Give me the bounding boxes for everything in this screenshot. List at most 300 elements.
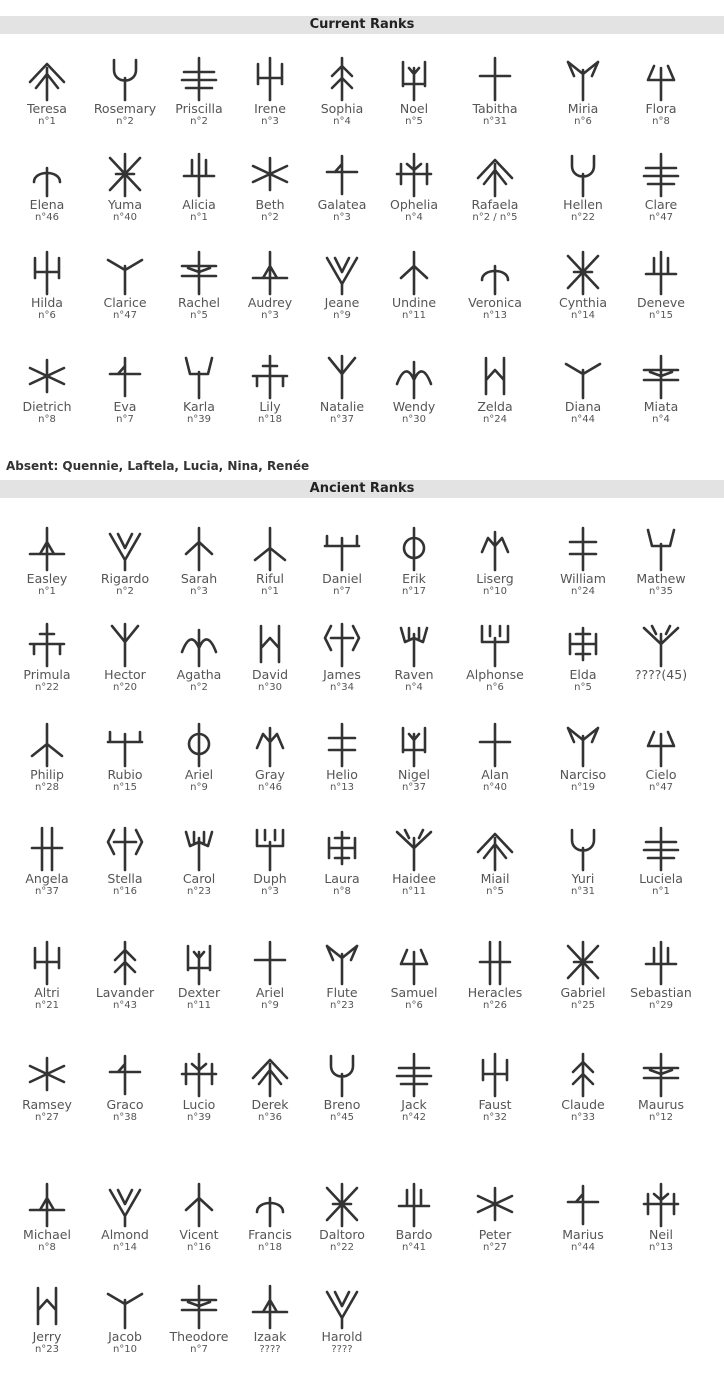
- warrior-rank: n°1: [38, 586, 56, 597]
- rune-symbol-icon: [456, 938, 534, 986]
- ancient-rank-entry: [303, 1282, 381, 1355]
- rune-symbol-icon: [544, 524, 622, 572]
- warrior-name: Lily: [259, 399, 281, 414]
- rune-symbol-icon: [231, 524, 309, 572]
- rune-symbol-icon: [160, 150, 238, 198]
- rune-symbol-icon: [160, 938, 238, 986]
- warrior-rank: n°37: [401, 782, 427, 793]
- warrior-name: Raven: [394, 667, 434, 682]
- rune-symbol-icon: [231, 352, 309, 400]
- rune-symbol-icon: [622, 720, 700, 768]
- warrior-name: Haidee: [392, 871, 436, 886]
- current-rank-entry: [375, 248, 453, 321]
- rune-symbol-icon: [544, 620, 622, 668]
- warrior-rank: n°23: [186, 886, 212, 897]
- rune-symbol-icon: [231, 824, 309, 872]
- warrior-name: Flute: [326, 985, 358, 1000]
- current-ranks-header: Current Ranks: [0, 16, 724, 34]
- warrior-name: Rachel: [177, 295, 221, 310]
- rune-symbol-icon: [86, 1282, 164, 1330]
- warrior-rank: n°18: [257, 414, 283, 425]
- ancient-rank-entry: [544, 720, 622, 793]
- warrior-name: Dexter: [177, 985, 221, 1000]
- warrior-rank: n°47: [648, 782, 674, 793]
- warrior-name: Deneve: [636, 295, 686, 310]
- rune-symbol-icon: [622, 248, 700, 296]
- warrior-rank: n°2: [116, 116, 134, 127]
- warrior-rank: n°11: [186, 1000, 212, 1011]
- rune-symbol-icon: [86, 824, 164, 872]
- rune-symbol-icon: [231, 938, 309, 986]
- warrior-rank: n°14: [570, 310, 596, 321]
- rune-symbol-icon: [8, 248, 86, 296]
- warrior-rank: n°12: [648, 1112, 674, 1123]
- ancient-rank-entry: [303, 524, 381, 597]
- warrior-rank: n°22: [34, 682, 60, 693]
- ancient-rank-entry: [231, 1050, 309, 1123]
- warrior-rank: ????: [331, 1344, 353, 1355]
- warrior-name: Noel: [399, 101, 429, 116]
- rune-symbol-icon: [160, 54, 238, 102]
- warrior-rank: n°29: [648, 1000, 674, 1011]
- rune-symbol-icon: [456, 824, 534, 872]
- current-rank-entry: [160, 54, 238, 127]
- warrior-rank: n°22: [570, 212, 596, 223]
- current-rank-entry: [544, 248, 622, 321]
- warrior-rank: n°2: [116, 586, 134, 597]
- rune-symbol-icon: [86, 620, 164, 668]
- current-rank-entry: [303, 352, 381, 425]
- warrior-name: Cynthia: [558, 295, 607, 310]
- warrior-name: Yuri: [571, 871, 595, 886]
- warrior-rank: n°1: [261, 586, 279, 597]
- ancient-rank-entry: [160, 1180, 238, 1253]
- warrior-rank: n°3: [190, 586, 208, 597]
- rune-symbol-icon: [160, 248, 238, 296]
- warrior-rank: n°14: [112, 1242, 138, 1253]
- current-rank-entry: [375, 150, 453, 223]
- warrior-rank: n°1: [652, 886, 670, 897]
- warrior-rank: n°15: [112, 782, 138, 793]
- rune-symbol-icon: [231, 150, 309, 198]
- ancient-rank-entry: [86, 720, 164, 793]
- rune-symbol-icon: [86, 720, 164, 768]
- warrior-name: Erik: [402, 571, 426, 586]
- ancient-rank-entry: [303, 824, 381, 897]
- ancient-rank-entry: [456, 1180, 534, 1253]
- rune-symbol-icon: [86, 1050, 164, 1098]
- rune-symbol-icon: [303, 938, 381, 986]
- warrior-name: Lavander: [95, 985, 155, 1000]
- rune-symbol-icon: [544, 1050, 622, 1098]
- rune-symbol-icon: [231, 1050, 309, 1098]
- ancient-rank-entry: [8, 620, 86, 693]
- current-rank-entry: [231, 150, 309, 223]
- rune-symbol-icon: [86, 248, 164, 296]
- warrior-name: Yuma: [108, 197, 142, 212]
- rune-symbol-icon: [456, 1050, 534, 1098]
- warrior-rank: n°32: [482, 1112, 508, 1123]
- ancient-rank-entry: [456, 620, 534, 693]
- ancient-rank-entry: [8, 720, 86, 793]
- ancient-rank-entry: [544, 524, 622, 597]
- warrior-name: Agatha: [176, 667, 222, 682]
- current-rank-entry: [231, 248, 309, 321]
- rune-symbol-icon: [8, 524, 86, 572]
- ancient-rank-entry: [456, 720, 534, 793]
- ancient-rank-entry: [160, 1282, 238, 1355]
- ancient-rank-entry: [622, 938, 700, 1011]
- warrior-rank: n°8: [38, 414, 56, 425]
- ancient-rank-entry: [160, 720, 238, 793]
- ancient-rank-entry: [86, 1180, 164, 1253]
- warrior-name: Neil: [649, 1227, 673, 1242]
- warrior-name: Graco: [106, 1097, 144, 1112]
- warrior-rank: n°10: [482, 586, 508, 597]
- warrior-rank: n°6: [38, 310, 56, 321]
- warrior-name: Rigardo: [100, 571, 150, 586]
- rune-symbol-icon: [456, 524, 534, 572]
- current-rank-entry: [231, 352, 309, 425]
- warrior-name: Jeane: [324, 295, 360, 310]
- rune-symbol-icon: [375, 1180, 453, 1228]
- rune-symbol-icon: [8, 720, 86, 768]
- warrior-rank: n°4: [652, 414, 670, 425]
- current-rank-entry: [622, 54, 700, 127]
- rune-symbol-icon: [544, 54, 622, 102]
- warrior-name: Wendy: [392, 399, 436, 414]
- warrior-name: Alphonse: [466, 667, 524, 682]
- warrior-rank: n°16: [186, 1242, 212, 1253]
- ancient-rank-entry: [86, 1050, 164, 1123]
- ancient-rank-entry: [8, 1050, 86, 1123]
- rune-symbol-icon: [622, 938, 700, 986]
- warrior-name: Daltoro: [319, 1227, 365, 1242]
- warrior-name: Heracles: [467, 985, 523, 1000]
- rune-symbol-icon: [622, 54, 700, 102]
- rune-symbol-icon: [456, 1180, 534, 1228]
- ancient-rank-entry: [375, 1050, 453, 1123]
- ancient-rank-entry: [8, 1282, 86, 1355]
- warrior-name: Laura: [324, 871, 360, 886]
- warrior-name: Lucio: [182, 1097, 216, 1112]
- current-rank-entry: [86, 150, 164, 223]
- rune-symbol-icon: [303, 248, 381, 296]
- ancient-rank-entry: [231, 1180, 309, 1253]
- warrior-rank: n°23: [329, 1000, 355, 1011]
- ancient-rank-entry: [160, 524, 238, 597]
- ancient-rank-entry: [231, 1282, 309, 1355]
- rune-symbol-icon: [231, 1282, 309, 1330]
- warrior-rank: n°38: [112, 1112, 138, 1123]
- warrior-name: Duph: [253, 871, 287, 886]
- warrior-rank: n°37: [329, 414, 355, 425]
- warrior-name: Ramsey: [22, 1097, 72, 1112]
- warrior-name: Karla: [183, 399, 215, 414]
- warrior-name: Theodore: [169, 1329, 229, 1344]
- warrior-name: Gabriel: [560, 985, 606, 1000]
- rune-symbol-icon: [622, 620, 700, 668]
- warrior-name: Hilda: [31, 295, 63, 310]
- warrior-name: Miail: [480, 871, 510, 886]
- rune-symbol-icon: [231, 1180, 309, 1228]
- warrior-name: Helio: [326, 767, 358, 782]
- current-rank-entry: [160, 150, 238, 223]
- warrior-rank: n°31: [482, 116, 508, 127]
- rune-symbol-icon: [622, 524, 700, 572]
- ancient-rank-entry: [8, 524, 86, 597]
- warrior-rank: n°5: [190, 310, 208, 321]
- warrior-name: Miria: [567, 101, 599, 116]
- warrior-rank: n°40: [482, 782, 508, 793]
- current-rank-entry: [231, 54, 309, 127]
- ancient-rank-entry: [86, 524, 164, 597]
- rune-symbol-icon: [231, 620, 309, 668]
- current-rank-entry: [375, 54, 453, 127]
- rune-symbol-icon: [160, 824, 238, 872]
- rune-symbol-icon: [8, 938, 86, 986]
- rune-symbol-icon: [375, 620, 453, 668]
- rune-symbol-icon: [375, 54, 453, 102]
- ancient-rank-entry: [231, 720, 309, 793]
- current-rank-entry: [8, 150, 86, 223]
- warrior-rank: n°36: [257, 1112, 283, 1123]
- rune-symbol-icon: [86, 352, 164, 400]
- warrior-rank: n°28: [34, 782, 60, 793]
- ancient-rank-entry: [86, 1282, 164, 1355]
- warrior-rank: n°31: [570, 886, 596, 897]
- warrior-rank: n°4: [405, 682, 423, 693]
- warrior-rank: n°47: [648, 212, 674, 223]
- rune-symbol-icon: [622, 1050, 700, 1098]
- warrior-rank: n°44: [570, 1242, 596, 1253]
- warrior-name: Ophelia: [390, 197, 438, 212]
- warrior-name: Izaak: [253, 1329, 287, 1344]
- rune-symbol-icon: [303, 720, 381, 768]
- rune-symbol-icon: [231, 720, 309, 768]
- current-rank-entry: [622, 248, 700, 321]
- warrior-rank: n°13: [482, 310, 508, 321]
- ancient-rank-entry: [375, 620, 453, 693]
- rune-symbol-icon: [86, 524, 164, 572]
- warrior-rank: n°25: [570, 1000, 596, 1011]
- ancient-rank-entry: [86, 938, 164, 1011]
- warrior-name: Nigel: [398, 767, 430, 782]
- current-rank-entry: [456, 352, 534, 425]
- warrior-name: Mathew: [636, 571, 686, 586]
- rune-symbol-icon: [544, 248, 622, 296]
- rune-symbol-icon: [544, 824, 622, 872]
- warrior-name: Hellen: [563, 197, 603, 212]
- warrior-name: Claude: [561, 1097, 605, 1112]
- rune-symbol-icon: [456, 720, 534, 768]
- warrior-name: Alan: [481, 767, 509, 782]
- warrior-name: Francis: [248, 1227, 292, 1242]
- rune-symbol-icon: [8, 1180, 86, 1228]
- warrior-name: Audrey: [247, 295, 293, 310]
- warrior-rank: ????: [259, 1344, 281, 1355]
- rune-symbol-icon: [622, 352, 700, 400]
- warrior-name: Derek: [251, 1097, 289, 1112]
- rune-symbol-icon: [544, 352, 622, 400]
- ancient-rank-entry: [544, 1180, 622, 1253]
- current-rank-entry: [8, 352, 86, 425]
- rune-symbol-icon: [86, 54, 164, 102]
- warrior-rank: n°8: [333, 886, 351, 897]
- rune-symbol-icon: [375, 938, 453, 986]
- ancient-rank-entry: [456, 938, 534, 1011]
- ancient-rank-entry: [8, 938, 86, 1011]
- warrior-rank: n°13: [648, 1242, 674, 1253]
- rune-symbol-icon: [303, 352, 381, 400]
- ancient-rank-entry: [456, 1050, 534, 1123]
- warrior-rank: n°42: [401, 1112, 427, 1123]
- warrior-name: Irene: [254, 101, 286, 116]
- warrior-rank: n°47: [112, 310, 138, 321]
- rune-symbol-icon: [544, 150, 622, 198]
- warrior-name: Rafaela: [471, 197, 519, 212]
- warrior-rank: n°13: [329, 782, 355, 793]
- warrior-name: Flora: [645, 101, 677, 116]
- warrior-name: William: [560, 571, 606, 586]
- current-rank-entry: [303, 150, 381, 223]
- warrior-rank: n°21: [34, 1000, 60, 1011]
- warrior-name: Altri: [34, 985, 60, 1000]
- warrior-rank: n°19: [570, 782, 596, 793]
- warrior-name: Tabitha: [472, 101, 518, 116]
- rune-symbol-icon: [375, 150, 453, 198]
- warrior-rank: n°4: [333, 116, 351, 127]
- warrior-name: Angela: [25, 871, 69, 886]
- warrior-name: James: [323, 667, 361, 682]
- warrior-name: Philip: [30, 767, 64, 782]
- ancient-rank-entry: [86, 824, 164, 897]
- rune-symbol-icon: [456, 54, 534, 102]
- warrior-rank: n°39: [186, 414, 212, 425]
- ancient-rank-entry: [231, 524, 309, 597]
- rune-symbol-icon: [544, 720, 622, 768]
- rune-symbol-icon: [8, 54, 86, 102]
- warrior-rank: n°44: [570, 414, 596, 425]
- warrior-rank: n°5: [574, 682, 592, 693]
- warrior-rank: n°2: [190, 116, 208, 127]
- rune-symbol-icon: [8, 150, 86, 198]
- warrior-name: Priscilla: [175, 101, 223, 116]
- current-rank-entry: [160, 248, 238, 321]
- warrior-name: Ariel: [255, 985, 285, 1000]
- warrior-rank: n°24: [482, 414, 508, 425]
- rune-symbol-icon: [544, 938, 622, 986]
- current-rank-entry: [544, 54, 622, 127]
- warrior-rank: n°17: [401, 586, 427, 597]
- warrior-name: Sophia: [320, 101, 364, 116]
- warrior-name: Diana: [564, 399, 602, 414]
- rune-symbol-icon: [456, 248, 534, 296]
- warrior-name: Eva: [113, 399, 137, 414]
- warrior-name: Cielo: [645, 767, 677, 782]
- current-rank-entry: [544, 150, 622, 223]
- warrior-name: Veronica: [468, 295, 522, 310]
- warrior-name: Beth: [255, 197, 285, 212]
- ancient-rank-entry: [231, 824, 309, 897]
- rune-symbol-icon: [231, 248, 309, 296]
- rune-symbol-icon: [375, 352, 453, 400]
- warrior-name: Marius: [562, 1227, 604, 1242]
- ancient-rank-entry: [160, 620, 238, 693]
- warrior-rank: n°11: [401, 886, 427, 897]
- rune-symbol-icon: [375, 1050, 453, 1098]
- rune-symbol-icon: [160, 620, 238, 668]
- current-rank-entry: [86, 248, 164, 321]
- warrior-name: Rosemary: [93, 101, 157, 116]
- ancient-rank-entry: [375, 938, 453, 1011]
- current-rank-entry: [303, 248, 381, 321]
- warrior-rank: n°23: [34, 1344, 60, 1355]
- warrior-name: Vicent: [179, 1227, 219, 1242]
- ancient-rank-entry: [622, 524, 700, 597]
- warrior-rank: n°7: [333, 586, 351, 597]
- ancient-rank-entry: [303, 1050, 381, 1123]
- rune-symbol-icon: [8, 824, 86, 872]
- warrior-rank: n°5: [405, 116, 423, 127]
- warrior-rank: n°4: [405, 212, 423, 223]
- rune-symbol-icon: [544, 1180, 622, 1228]
- rune-symbol-icon: [375, 720, 453, 768]
- warrior-name: Alicia: [182, 197, 216, 212]
- warrior-rank: n°5: [486, 886, 504, 897]
- warrior-rank: n°30: [257, 682, 283, 693]
- warrior-name: Rubio: [107, 767, 143, 782]
- warrior-name: Almond: [101, 1227, 149, 1242]
- warrior-name: Stella: [107, 871, 143, 886]
- warrior-name: Undine: [391, 295, 437, 310]
- ancient-rank-entry: [456, 524, 534, 597]
- ancient-rank-entry: [8, 1180, 86, 1253]
- warrior-name: Daniel: [322, 571, 362, 586]
- warrior-name: ????(45): [634, 667, 688, 682]
- rune-symbol-icon: [303, 1180, 381, 1228]
- warrior-rank: n°30: [401, 414, 427, 425]
- rune-symbol-icon: [86, 1180, 164, 1228]
- rune-symbol-icon: [160, 352, 238, 400]
- warrior-name: Zelda: [477, 399, 513, 414]
- ancient-rank-entry: [375, 1180, 453, 1253]
- warrior-rank: n°27: [34, 1112, 60, 1123]
- warrior-rank: n°10: [112, 1344, 138, 1355]
- current-rank-entry: [160, 352, 238, 425]
- rune-symbol-icon: [160, 1050, 238, 1098]
- current-rank-entry: [622, 352, 700, 425]
- warrior-name: Clare: [644, 197, 678, 212]
- warrior-name: Elena: [29, 197, 65, 212]
- warrior-rank: n°6: [486, 682, 504, 693]
- current-rank-entry: [456, 248, 534, 321]
- warrior-rank: n°22: [329, 1242, 355, 1253]
- warrior-rank: n°3: [261, 886, 279, 897]
- warrior-name: Sarah: [180, 571, 218, 586]
- rune-symbol-icon: [160, 1282, 238, 1330]
- ancient-rank-entry: [622, 620, 700, 682]
- ancient-rank-entry: [456, 824, 534, 897]
- current-rank-entry: [622, 150, 700, 223]
- warrior-name: Dietrich: [22, 399, 72, 414]
- warrior-name: Jack: [401, 1097, 427, 1112]
- absent-note: Absent: Quennie, Laftela, Lucia, Nina, Renée: [6, 459, 310, 473]
- warrior-name: Liserg: [476, 571, 514, 586]
- warrior-rank: n°46: [257, 782, 283, 793]
- warrior-name: Peter: [478, 1227, 512, 1242]
- ancient-rank-entry: [622, 824, 700, 897]
